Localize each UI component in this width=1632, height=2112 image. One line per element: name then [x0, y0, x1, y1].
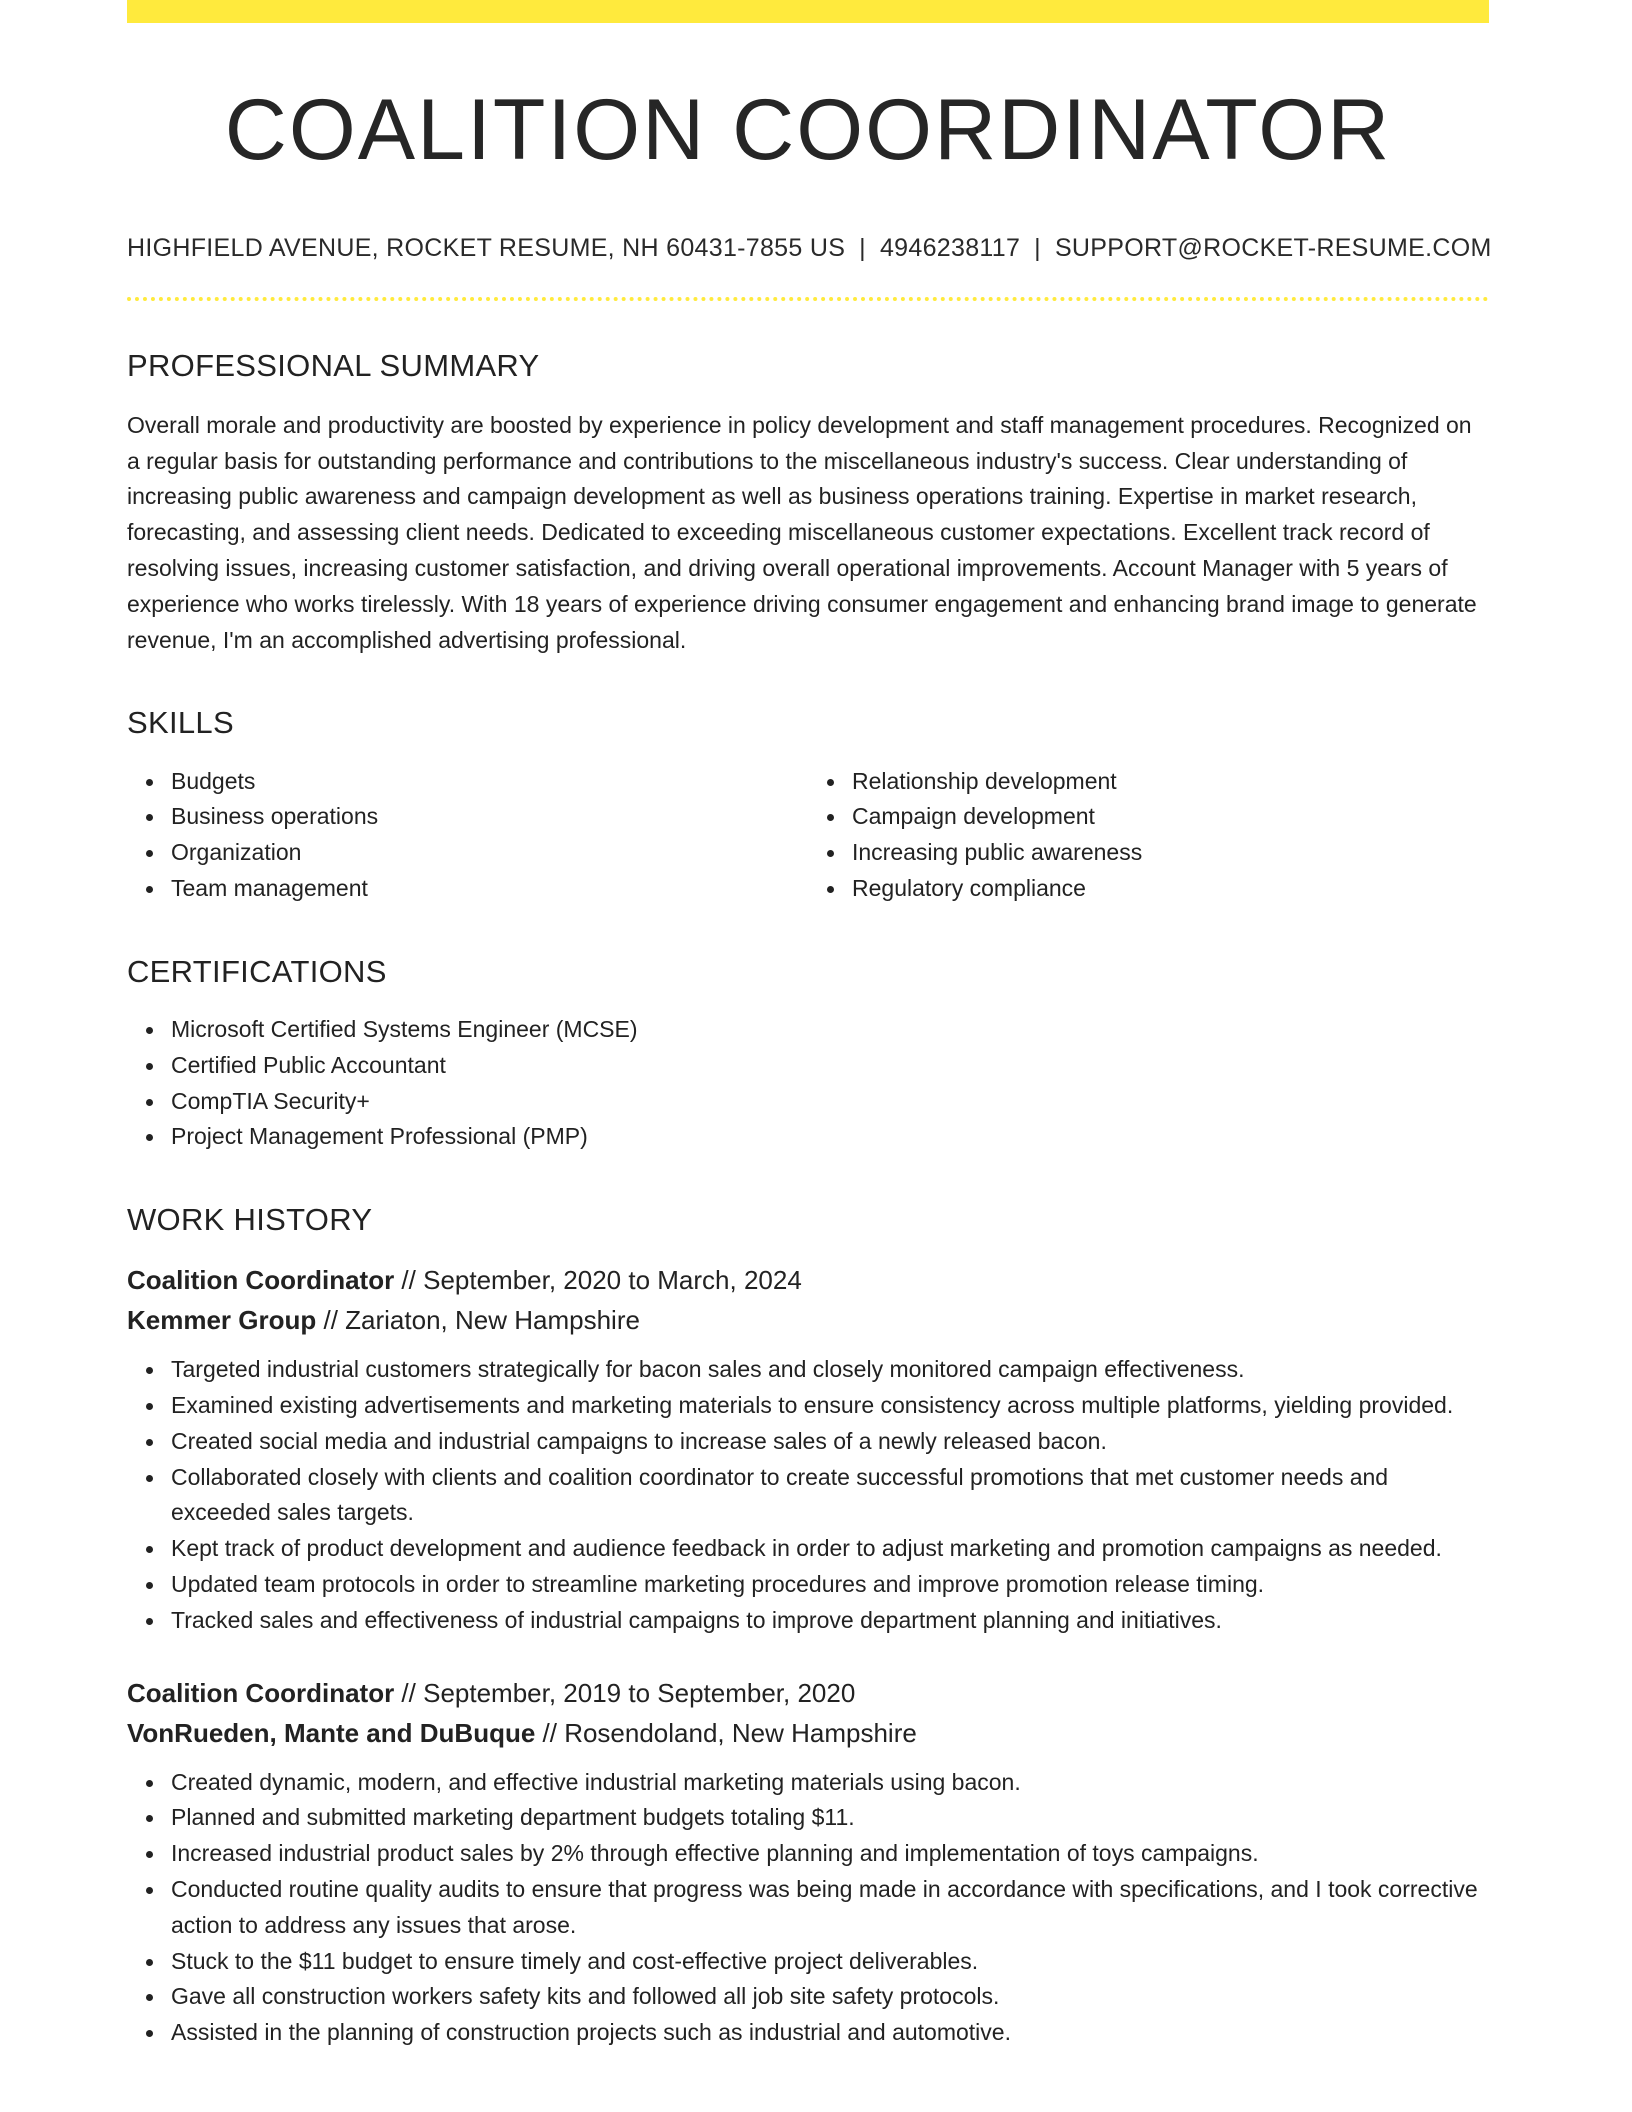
job-bullet: Conducted routine quality audits to ensure that progress was being made in accordance with specifications, and I took corrective action to address any issues that arose.	[171, 1872, 1489, 1944]
skill-item: Organization	[171, 835, 808, 871]
resume-name: COALITION COORDINATOR	[224, 82, 1392, 178]
dotted-divider	[127, 297, 1489, 301]
job-title: Coalition Coordinator	[127, 1677, 395, 1708]
certification-item: Microsoft Certified Systems Engineer (MCSE)	[171, 1012, 1489, 1048]
resume-page	[127, 0, 1492, 2051]
job-entry	[127, 1673, 1489, 2051]
job-company-line	[127, 1713, 1489, 1753]
skills-column-right	[808, 764, 1489, 907]
job-entry	[127, 1260, 1489, 1638]
job-title: Coalition Coordinator	[127, 1265, 395, 1296]
skill-item: Business operations	[171, 799, 808, 835]
contact-email: SUPPORT@ROCKET-RESUME.COM	[1054, 233, 1492, 262]
certification-item: CompTIA Security+	[171, 1084, 1489, 1120]
job-bullet: Increased industrial product sales by 2% through effective planning and implementation of toys campaigns.	[171, 1836, 1489, 1872]
job-location: // Zariaton, New Hampshire	[316, 1305, 640, 1336]
work-history-heading: WORK HISTORY	[127, 1202, 373, 1238]
job-location: // Rosendoland, New Hampshire	[535, 1717, 917, 1748]
contact-separator: |	[859, 233, 866, 262]
certification-item: Certified Public Accountant	[171, 1048, 1489, 1084]
job-bullet: Gave all construction workers safety kits and followed all job site safety protocols.	[171, 1979, 1489, 2015]
skill-item: Regulatory compliance	[852, 871, 1489, 907]
job-bullet: Examined existing advertisements and marketing materials to ensure consistency across multiple platforms, yielding provided.	[171, 1388, 1489, 1424]
contact-separator: |	[1034, 233, 1041, 262]
skills-list	[127, 764, 1489, 907]
job-bullets	[127, 1765, 1489, 2051]
job-bullet: Kept track of product development and audience feedback in order to adjust marketing and promotion campaigns as needed.	[171, 1531, 1489, 1567]
job-bullet: Stuck to the $11 budget to ensure timely and cost-effective project deliverables.	[171, 1944, 1489, 1980]
certification-item: Project Management Professional (PMP)	[171, 1119, 1489, 1155]
accent-top-bar	[127, 0, 1489, 23]
skill-item: Campaign development	[852, 799, 1489, 835]
summary-text: Overall morale and productivity are boosted by experience in policy development and staff management procedures. Recognized on a regular basis for outstanding performance and contributions to the miscellaneous industry's success. Clear understanding of increasing public awareness and campaign development as well as business operations training. Expertise in market research, forecasting, and assessing client needs. Dedicated to exceeding miscellaneous customer expectations. Excellent track record of resolving issues, increasing customer satisfaction, and driving overall operational improvements. Account Manager with 5 years of experience who works tirelessly. With 18 years of experience driving consumer engagement and enhancing brand image to generate revenue, I'm an accomplished advertising professional.	[127, 411, 1477, 653]
job-dates: // September, 2019 to September, 2020	[394, 1677, 856, 1708]
job-dates: // September, 2020 to March, 2024	[394, 1265, 802, 1296]
job-bullets	[127, 1352, 1489, 1638]
skill-item: Team management	[171, 871, 808, 907]
job-bullet: Tracked sales and effectiveness of industrial campaigns to improve department planning and initiatives.	[171, 1603, 1489, 1639]
job-bullet: Targeted industrial customers strategically for bacon sales and closely monitored campaign effectiveness.	[171, 1352, 1489, 1388]
job-bullet: Collaborated closely with clients and coalition coordinator to create successful promotions that met customer needs and exceeded sales targets.	[171, 1460, 1489, 1532]
job-bullet: Planned and submitted marketing department budgets totaling $11.	[171, 1800, 1489, 1836]
contact-line	[127, 233, 1492, 263]
skill-item: Relationship development	[852, 764, 1489, 800]
job-company-line	[127, 1300, 1489, 1340]
certifications-heading: CERTIFICATIONS	[127, 953, 387, 989]
certifications-list	[127, 1012, 1489, 1155]
job-bullet: Updated team protocols in order to streamline marketing procedures and improve promotion release timing.	[171, 1567, 1489, 1603]
skill-item: Budgets	[171, 764, 808, 800]
skill-item: Increasing public awareness	[852, 835, 1489, 871]
job-bullet: Created dynamic, modern, and effective industrial marketing materials using bacon.	[171, 1765, 1489, 1801]
contact-phone: 4946238117	[879, 233, 1021, 262]
contact-address: HIGHFIELD AVENUE, ROCKET RESUME, NH 60431-7855 US	[127, 233, 846, 262]
job-company: Kemmer Group	[127, 1305, 317, 1336]
skills-heading: SKILLS	[127, 705, 234, 741]
summary-heading: PROFESSIONAL SUMMARY	[127, 347, 540, 383]
skills-column-left	[127, 764, 808, 907]
job-bullet: Created social media and industrial campaigns to increase sales of a newly released bacon.	[171, 1424, 1489, 1460]
job-title-line	[127, 1260, 1489, 1300]
job-bullet: Assisted in the planning of construction projects such as industrial and automotive.	[171, 2015, 1489, 2051]
job-title-line	[127, 1673, 1489, 1713]
job-company: VonRueden, Mante and DuBuque	[127, 1717, 536, 1748]
